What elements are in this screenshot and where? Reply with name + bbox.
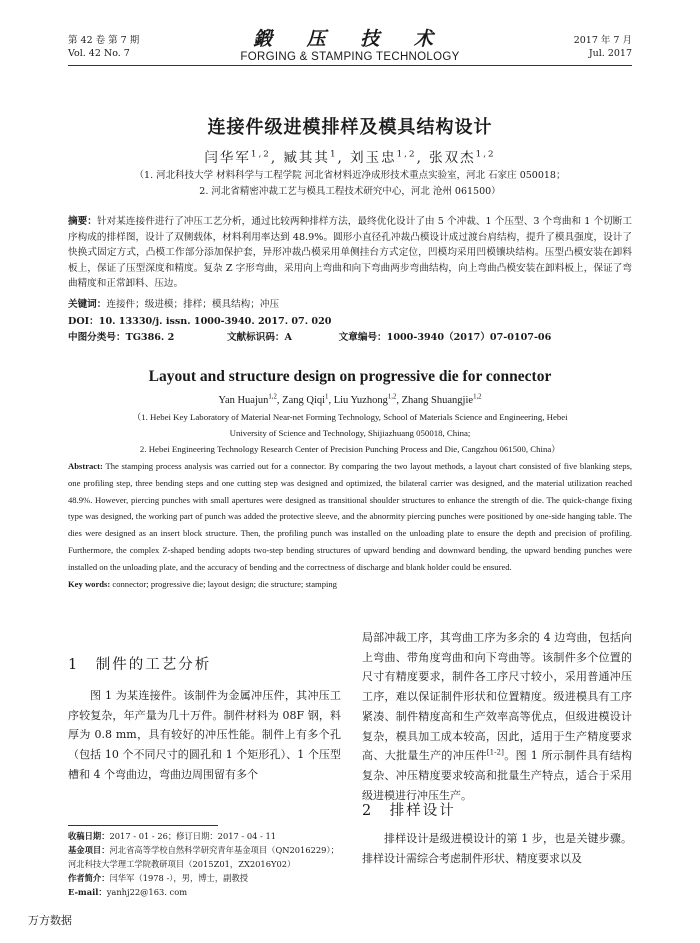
footnote-line <box>68 829 358 843</box>
watermark: 万方数据 <box>28 914 72 927</box>
affiliation-cn <box>68 168 632 200</box>
abstract-en <box>68 458 632 592</box>
paragraph-text: 。图 1 所示制件具有结构复杂、冲压精度要求较高和批量生产特点，适合于采用级进模进行冲压生产。 <box>362 749 632 802</box>
keywords-text: connector; progressive die; layout design; die structure; stamping <box>110 578 337 589</box>
footnote-label: E-mail： <box>68 887 107 897</box>
author-name: Yan Huajun <box>218 395 269 406</box>
paragraph: 排样设计是级进模设计的第 1 步，也是关键步骤。排样设计需综合考虑制件形状、精度要求以及 <box>362 832 632 865</box>
section-heading-1: 1 制件的工艺分析 <box>68 657 212 673</box>
abstract-cn <box>68 214 632 292</box>
footnote-text: 河北科技大学理工学院教研项目（2015Z01，ZX2016Y02） <box>68 859 296 869</box>
section-1-body <box>68 686 341 785</box>
footnote <box>68 829 358 899</box>
keywords-label: Key words: <box>68 578 111 589</box>
author-affil-mark: 1 <box>329 149 338 160</box>
author-affil-mark: 1 <box>325 393 329 401</box>
affiliation-line: （1. 河北科技大学 材料科学与工程学院 河北省材料近净成形技术重点实验室，河北 石家庄 050018； <box>134 170 566 181</box>
footnote-line <box>68 871 358 885</box>
article-no-value: 1000-3940（2017）07-0107-06 <box>386 332 552 343</box>
abstract-label: 摘要： <box>68 216 97 227</box>
classification-line <box>68 330 632 345</box>
footnote-label: 收稿日期： <box>68 831 110 841</box>
journal-name-cn: 鍛 压 技 术 <box>253 28 447 50</box>
author-name: Zhang Shuangjie <box>401 395 474 406</box>
article-no-label: 文章编号： <box>338 332 387 343</box>
affiliation-line: 2. 河北省精密冲裁工艺与模具工程技术研究中心，河北 沧州 061500） <box>199 186 501 197</box>
footnote-label: 作者简介： <box>68 873 110 883</box>
author-affil-mark: 1,2 <box>396 149 417 160</box>
author-name: 张双杰 <box>429 150 476 166</box>
issue-date-cn: 2017 年 7 月 <box>573 35 632 46</box>
author-affil-mark: 1,2 <box>387 393 397 401</box>
paper-title-en: Layout and structure design on progressive die for connector <box>148 368 552 385</box>
footnote-text: 2017 - 01 - 26；修订日期：2017 - 04 - 11 <box>109 831 277 841</box>
journal-name-en: FORGING & STAMPING TECHNOLOGY <box>240 51 460 63</box>
author-name: 闫华军 <box>204 150 251 166</box>
paragraph <box>362 628 632 805</box>
footnote-text: 闫华军（1978 -），男，博士，副教授 <box>109 873 249 883</box>
doi[interactable] <box>68 314 331 329</box>
author-list-en: Yan Huajun$^{1,2}$, Zang Qiqi$^1$, Liu Yuzhong$^{1,2}$, Zhang Shuangjie$^{1,2}$ <box>218 393 482 406</box>
abstract-text: The stamping process analysis was carried out for a connector. By comparing the two layout methods, a layout chart consisted of five blanking steps, one profiling step, three bending steps and one cutting step was designed and optimized, the bilateral carrier was designed, and the material utilization reached 48.9%. However, piercing punches with small apertures were designed as transitional shoulder structures to enhance the strength of die. The quick-change fixing type was designed, the working part of punch was added the protective sleeve, and the abnormity piercing punches were positioned by one-side hanging table. The dies were designed as an insert block structure. Then, the profiling punch was installed on the unloading plate to ensure the depth and precision of profiling. Furthermore, the complex Z-shaped bending adopts two-step bending structures of upward bending and downward bending, the upward bending punches were installed on the unloading plate, and the accuracy of bending and the correctness of discharge and blank holder could be ensured. <box>68 461 632 572</box>
doc-code-label: 文献标识码： <box>226 332 285 343</box>
author-affil-mark: 1,2 <box>250 149 271 160</box>
paragraph-text: 局部冲裁工序，其弯曲工序为多余的 4 边弯曲，包括向上弯曲、带角度弯曲和向下弯曲等。该制件多个位置的尺寸有精度要求，制件各工序尺寸较小，采用普通冲压工序，难以保证制件形状和位置精度。级进模具有工序紧凑、制件精度高和生产效率高等优点，但级进模设计复杂，模具加工成本较高，因此，适用于生产精度要求高、大批量生产的冲压件 <box>362 631 632 763</box>
footnote-divider <box>68 825 218 826</box>
author-list-cn: 闫华军$^{1,2}$, 臧其其$^1$, 刘玉忠$^{1,2}$, 张双杰$^{1,2}$ <box>204 149 496 166</box>
paper-title-cn: 连接件级进模排样及模具结构设计 <box>207 117 493 138</box>
author-name: 刘玉忠 <box>350 150 397 166</box>
abstract-text: 针对某连接件进行了冲压工艺分析，通过比较两种排样方法，最终优化设计了由 5 个冲裁、1 个压型、3 个弯曲和 1 个切断工序构成的排样图，设计了双侧载体，材料利用率达到 48.9%。圆形小直径孔冲裁凸模设计成过渡台肩结构，提升了模具强度，设计了快换式固定方式，凸模工作部分添加保护套，异形冲裁凸模采用单侧挂台方式定位，凹模均采用凹模镶块结构。压型凸模安装在卸料板上，保证了压型深度和精度。复杂 Z 字形弯曲，采用向上弯曲和向下弯曲两步弯曲结构，向上弯曲凸模安装在卸料板上，保证了弯曲精度和正常卸料、压边。 <box>68 216 633 289</box>
footnote-text: 河北省高等学校自然科学研究青年基金项目（QN2016229）； <box>109 845 339 855</box>
clc-label: 中图分类号： <box>68 332 126 343</box>
author-affil-mark: 1,2 <box>475 149 496 160</box>
section-1-body-continued <box>362 628 632 805</box>
footnote-line <box>68 843 358 857</box>
author-name: Zang Qiqi <box>282 395 326 406</box>
issue-info-en: Vol. 42 No. 7 <box>68 48 130 59</box>
doc-code-value: A <box>284 332 292 343</box>
footnote-email[interactable]: yanhj22@163. com <box>106 887 188 897</box>
issue-date-en: Jul. 2017 <box>588 48 632 59</box>
author-affil-mark: 1,2 <box>473 393 482 401</box>
affiliation-en <box>68 409 632 457</box>
doi-value[interactable]: 10. 13330/j. issn. 1000-3940. 2017. 07. 020 <box>98 316 332 327</box>
affiliation-line: 2. Hebei Engineering Technology Research Center of Precision Punching Process and Die, Cangzhou 061500, China） <box>139 444 561 454</box>
affiliation-line: （1. Hebei Key Laboratory of Material Near-net Forming Technology, School of Materials Science and Engineering, Hebei <box>132 412 568 422</box>
clc-value: TG386. 2 <box>125 332 175 343</box>
citation[interactable]: [1-2] <box>486 747 504 757</box>
section-2-body <box>362 829 632 868</box>
affiliation-line: University of Science and Technology, Shijiazhuang 050018, China; <box>229 428 471 438</box>
footnote-line <box>68 857 358 871</box>
issue-date <box>574 34 632 60</box>
author-name: Liu Yuzhong <box>333 395 388 406</box>
author-affil-mark: 1,2 <box>268 393 277 401</box>
abstract-label: Abstract: <box>68 461 103 471</box>
footnote-line <box>68 885 358 899</box>
footnote-label: 基金项目： <box>68 845 110 855</box>
author-name: 臧其其 <box>283 150 330 166</box>
keywords-cn <box>68 297 279 312</box>
keywords-label: 关键词： <box>68 299 107 310</box>
keywords-text: 连接件；级进模；排样；模具结构；冲压 <box>106 299 280 310</box>
section-heading-2: 2 排样设计 <box>362 803 456 819</box>
doi-label: DOI： <box>68 316 99 327</box>
paragraph: 图 1 为某连接件。该制件为金属冲压件，其冲压工序较复杂，年产量为几十万件。制件材料为 08F 钢，料厚为 0.8 mm，具有较好的冲压性能。制件上有多个孔（包括 10 个不同尺寸的圆孔和 1 个矩形孔）、1 个压型槽和 4 个弯曲边，弯曲边周围留有多个 <box>68 689 341 781</box>
header-divider <box>68 65 632 66</box>
issue-info-cn: 第 42 卷 第 7 期 <box>68 35 140 46</box>
